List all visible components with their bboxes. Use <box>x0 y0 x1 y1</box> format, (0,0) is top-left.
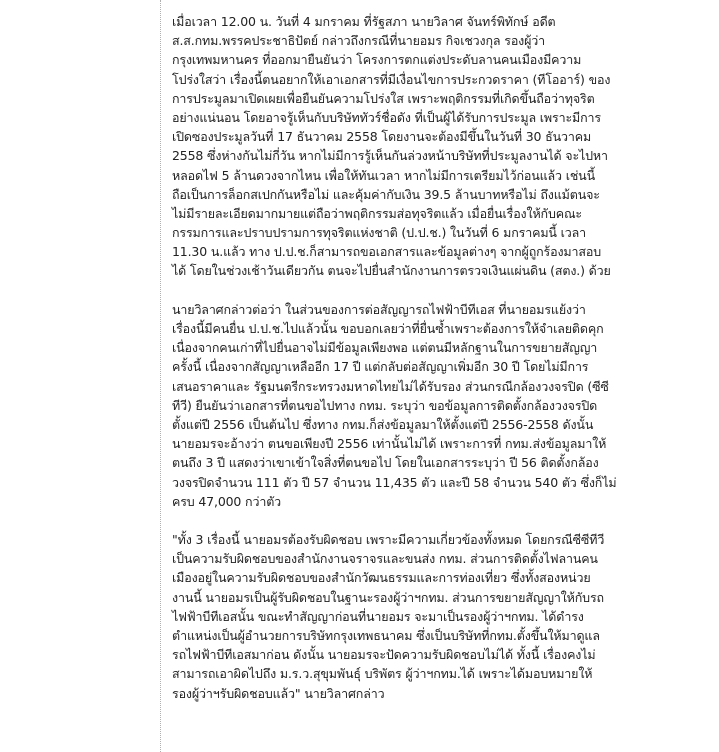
text-line: 11.30 น.แล้ว ทาง ป.ป.ช.ก็สามารถขอเอกสารและข้อมูลต่างๆ จากผู้ถูกร้องมาสอบ <box>172 244 602 260</box>
text-line: งานนี้ นายอมรเป็นผู้รับผิดชอบในฐานะรองผู้ว่าฯกทม. ส่วนการขยายสัญญาให้กับรถ <box>172 589 604 605</box>
text-line: เป็นความรับผิดชอบของสำนักงานจราจรและขนส่ง กทม. ส่วนการติดตั้งไฟลานคน <box>172 551 598 567</box>
text-line: วงจรปิดจำนวน 111 ตัว ปี 57 จำนวน 11,435 ตัว และปี 58 จำนวน 540 ตัว ซึ่งก็ไม่ <box>172 474 617 490</box>
paragraph-bts-cctv <box>172 300 712 511</box>
text-line: ได้ โดยในช่วงเช้าวันเดียวกัน ตนจะไปยื่นสำนักงานการตรวจเงินแผ่นดิน (สตง.) ด้วย <box>172 263 611 279</box>
text-line: เมืองอยู่ในความรับผิดชอบของสำนักวัฒนธรรมและการท่องเที่ยว ซึ่งทั้งสองหน่วย <box>172 570 591 586</box>
text-line: เสนอราคาและ รัฐมนตรีกระทรวงมหาดไทยไม่ได้รับรอง ส่วนกรณีกล้องวงจรปิด (ซีซี <box>172 378 609 394</box>
column-divider <box>160 0 161 752</box>
text-line: กรุงเทพมหานคร ที่ออกมายืนยันว่า โครงการตกแต่งประดับลานคนเมืองมีความ <box>172 52 582 68</box>
paragraph-intro <box>172 12 712 281</box>
text-line: การประมูลมาเปิดเผยเพื่อยืนยันความโปร่งใส เพราะพฤติกรรมที่เกิดขึ้นถือว่าทุจริต <box>172 90 595 106</box>
article-body <box>172 12 712 703</box>
text-line: เปิดซองประมูลวันที่ 17 ธันวาคม 2558 โดยงานจะต้องมีขึ้นในวันที่ 30 ธันวาคม <box>172 129 592 145</box>
text-line: โปร่งใสว่า เรื่องนี้ตนอยากให้เอาเอกสารที่มีเงื่อนไขการประกวดราคา (ทีโออาร์) ของ <box>172 71 611 87</box>
text-line: ถือเป็นการล็อกสเปกกันหรือไม่ และคุ้มค่ากับเงิน 39.5 ล้านบาทหรือไม่ ถึงแม้ตนจะ <box>172 186 600 202</box>
text-line: 2558 ซึ่งห่างกันไม่กี่วัน หากไม่มีการรู้เห็นกันล่วงหน้าบริษัทที่ประมูลงานได้ จะไปหา <box>172 148 608 164</box>
text-line: ตำแหน่งเป็นผู้อำนวยการบริษัทกรุงเทพธนาคม ซึ่งเป็นบริษัทที่กทม.ตั้งขึ้นให้มาดูแล <box>172 628 600 643</box>
text-line: ไฟฟ้าบีทีเอสนั้น ขณะทำสัญญาก่อนที่นายอมร จะมาเป็นรองผู้ว่าฯกทม. ได้ดำรง <box>172 608 584 624</box>
text-line: รถไฟฟ้าบีทีเอสมาก่อน ดังนั้น นายอมรจะปัดความรับผิดชอบไม่ได้ ทั้งนี้ เรื่องคงไม่ <box>172 647 596 663</box>
text-line: ครบ 47,000 กว่าตัว <box>172 493 282 509</box>
text-line: ตั้งแต่ปี 2556 เป็นต้นไป ซึ่งทาง กทม.ก็ส่งข้อมูลมาให้ตั้งแต่ปี 2556-2558 ดังนั้น <box>172 416 594 432</box>
text-line: ครั้งนี้ เนื่องจากสัญญาเหลืออีก 17 ปี แต่กลับต่อสัญญาเพิ่มอีก 30 ปี โดยไม่มีการ <box>172 359 589 375</box>
text-line: กรรมการและปราบปรามการทุจริตแห่งชาติ (ป.ป.ช.) ในวันที่ 6 มกราคมนี้ เวลา <box>172 225 587 241</box>
text-line: หลอดไฟ 5 ล้านดวงจากไหน เพื่อให้ทันเวลา หากไม่มีการเตรียมไว้ก่อนแล้ว เช่นนี้ <box>172 167 595 183</box>
text-line: "ทั้ง 3 เรื่องนี้ นายอมรต้องรับผิดชอบ เพราะมีความเกี่ยวข้องทั้งหมด โดยกรณีซีซีทีวี <box>172 532 605 548</box>
text-line: เนื่องจากคนเก่าที่ไปยื่นอาจไม่มีข้อมูลเพียงพอ แต่ตนมีหลักฐานในการขยายสัญญา <box>172 340 598 356</box>
paragraph-spacer <box>172 281 712 300</box>
paragraph-spacer <box>172 511 712 530</box>
text-line: รองผู้ว่าฯรับผิดชอบแล้ว" นายวิลาศกล่าว <box>172 685 385 701</box>
text-line: ส.ส.กทม.พรรคประชาธิปัตย์ กล่าวถึงกรณีที่นายอมร กิจเชวงกุล รองผู้ว่า <box>172 33 546 49</box>
text-line: ไม่มีรายละเอียดมากมายแต่ถือว่าพฤติกรรมส่อทุจริตแล้ว เมื่อยื่นเรื่องให้กับคณะ <box>172 205 582 221</box>
text-line: สามารถเอาผิดไปถึง ม.ร.ว.สุขุมพันธุ์ บริพัตร ผู้ว่าฯกทม.ได้ เพราะได้มอบหมายให้ <box>172 666 593 682</box>
text-line: เมื่อเวลา 12.00 น. วันที่ 4 มกราคม ที่รัฐสภา นายวิลาศ จันทร์พิทักษ์ อดีต <box>172 14 556 29</box>
text-line: ทีวี) ยืนยันว่าเอกสารที่ตนขอไปทาง กทม. ระบุว่า ขอข้อมูลการติดตั้งกล้องวงจรปิด <box>172 397 598 413</box>
text-line: นายอมรจะอ้างว่า ตนขอเพียงปี 2556 เท่านั้นไม่ได้ เพราะการที่ กทม.ส่งข้อมูลมาให้ <box>172 436 607 452</box>
paragraph-quote <box>172 530 712 703</box>
text-line: ตนถึง 3 ปี แสดงว่าเขาเข้าใจสิ่งที่ตนขอไป โดยในเอกสารระบุว่า ปี 56 ติดตั้งกล้อง <box>172 455 599 471</box>
text-line: อย่างแน่นอน โดยอาจรู้เห็นกับบริษัททัวร์ชื่อดัง ที่เป็นผู้ได้รับการประมูล เพราะมีการ <box>172 109 601 125</box>
text-line: นายวิลาศกล่าวต่อว่า ในส่วนของการต่อสัญญารถไฟฟ้าบีทีเอส ที่นายอมรแย้งว่า <box>172 301 586 317</box>
text-line: เรื่องนี้มีคนยื่น ป.ป.ช.ไปแล้วนั้น ขอบอกเลยว่าที่ยื่นซ้ำเพราะต้องการให้จำเลยติดคุก <box>172 321 604 336</box>
